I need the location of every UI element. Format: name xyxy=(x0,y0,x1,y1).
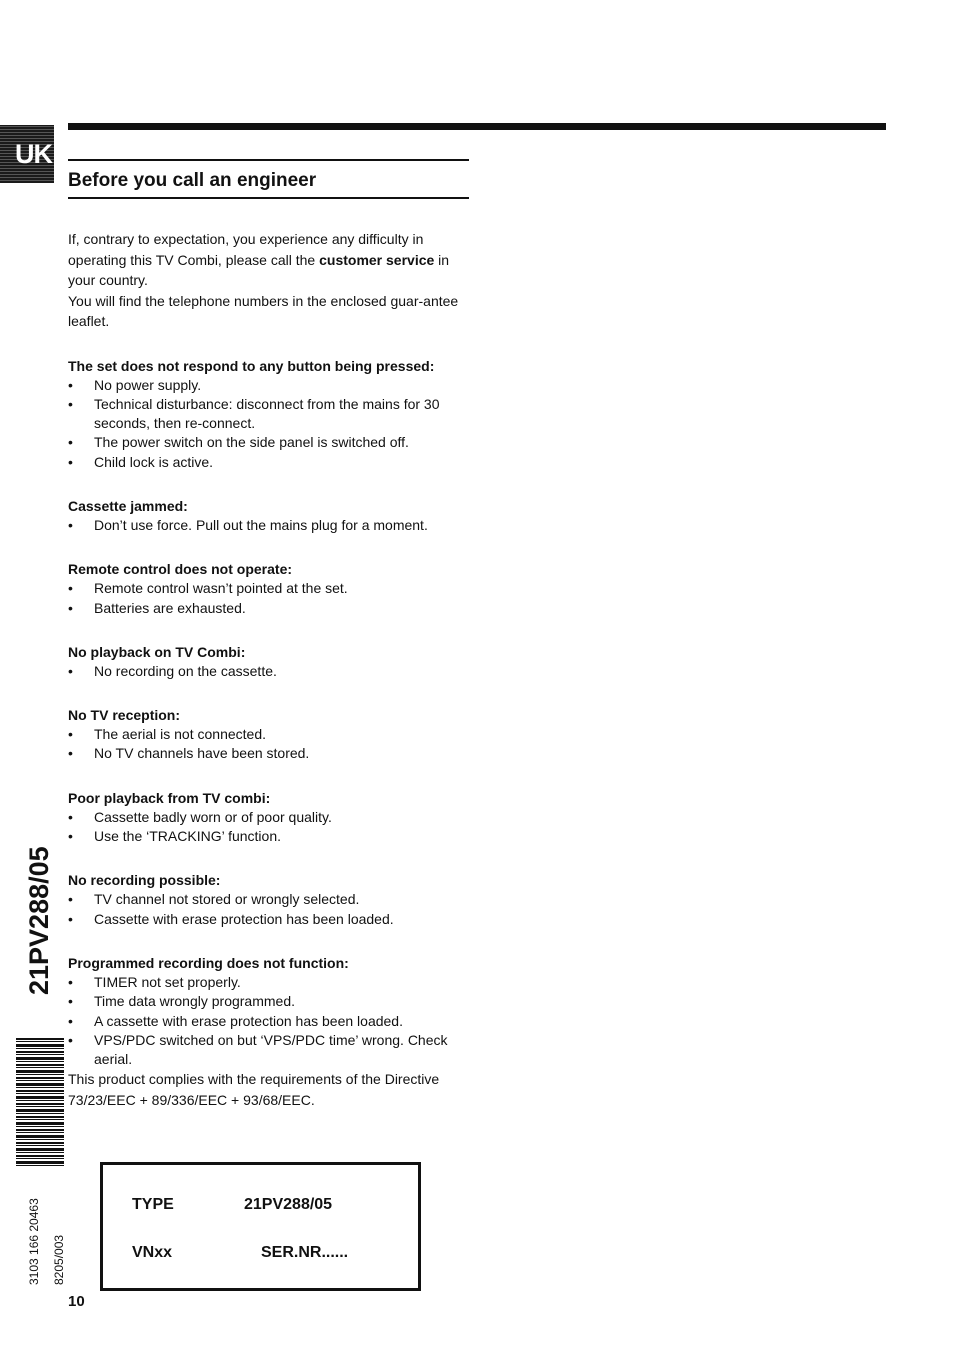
list-item: • Batteries are exhausted. xyxy=(68,599,468,618)
list-item: • No TV channels have been stored. xyxy=(68,744,468,763)
list-item: • Child lock is active. xyxy=(68,453,468,472)
cause-list xyxy=(68,890,468,929)
cause-list xyxy=(68,662,468,681)
troubleshoot-section xyxy=(68,560,468,618)
cause-list xyxy=(68,973,468,1069)
troubleshoot-section xyxy=(68,871,468,929)
troubleshoot-section xyxy=(68,643,468,681)
type-value: 21PV288/05 xyxy=(244,1196,333,1213)
compliance-statement: This product complies with the requirements of the Directive 73/23/EEC + 89/336/EEC + 93/68/EEC. xyxy=(68,1071,440,1108)
troubleshoot-section xyxy=(68,357,468,472)
cause-list xyxy=(68,579,468,618)
title-rule-bottom xyxy=(68,197,469,199)
troubleshoot-section xyxy=(68,954,468,1069)
intro-telephone-note: You will find the telephone numbers in the enclosed guar-antee leaflet. xyxy=(68,292,459,329)
list-item: • TIMER not set properly. xyxy=(68,973,468,992)
type-label: TYPE xyxy=(132,1196,174,1213)
section-heading: Cassette jammed: xyxy=(68,497,188,514)
intro-paragraph: If, contrary to expectation, you experience any difficulty in operating this TV Combi, please call the customer service in your country. xyxy=(68,231,450,288)
list-item: • Technical disturbance: disconnect from the mains for 30 seconds, then re-connect. xyxy=(68,395,468,434)
section-heading: No TV reception: xyxy=(68,707,181,724)
customer-service-emphasis: customer service xyxy=(319,251,435,268)
list-item: • The aerial is not connected. xyxy=(68,725,468,744)
cause-list xyxy=(68,516,468,535)
list-item: • The power switch on the side panel is switched off. xyxy=(68,433,468,452)
troubleshoot-section xyxy=(68,706,468,764)
list-item: • Cassette badly worn or of poor quality. xyxy=(68,808,468,827)
section-heading: No recording possible: xyxy=(68,872,221,889)
troubleshoot-section xyxy=(68,789,468,847)
cause-list xyxy=(68,725,468,764)
list-item: • Remote control wasn’t pointed at the set. xyxy=(68,579,468,598)
section-heading: The set does not respond to any button being pressed: xyxy=(68,357,435,374)
list-item: • Don’t use force. Pull out the mains plug for a moment. xyxy=(68,516,468,535)
vn-label: VNxx xyxy=(132,1244,173,1261)
page-title: Before you call an engineer xyxy=(68,170,317,191)
list-item: • Time data wrongly programmed. xyxy=(68,992,468,1011)
section-heading: Poor playback from TV combi: xyxy=(68,789,271,806)
list-item: • TV channel not stored or wrongly selected. xyxy=(68,890,468,909)
title-rule-top xyxy=(68,159,469,161)
list-item: • Use the ‘TRACKING’ function. xyxy=(68,827,468,846)
section-heading: Remote control does not operate: xyxy=(68,561,293,578)
list-item: • Cassette with erase protection has been loaded. xyxy=(68,910,468,929)
side-model-number: 21PV288/05 xyxy=(24,846,54,995)
type-plate-box xyxy=(100,1162,421,1291)
list-item: • A cassette with erase protection has been loaded. xyxy=(68,1012,468,1031)
cause-list xyxy=(68,376,468,472)
section-heading: No playback on TV Combi: xyxy=(68,643,246,660)
list-item: • No recording on the cassette. xyxy=(68,662,468,681)
list-item: • VPS/PDC switched on but ‘VPS/PDC time’ wrong. Check aerial. xyxy=(68,1031,468,1070)
list-item: • No power supply. xyxy=(68,376,468,395)
language-tab-uk: UK xyxy=(0,125,54,183)
cause-list xyxy=(68,808,468,847)
header-rule xyxy=(68,123,886,130)
side-document-code: 8205/003 xyxy=(52,1234,66,1285)
serial-number-label: SER.NR...... xyxy=(261,1244,349,1261)
barcode xyxy=(16,1038,64,1168)
main-content xyxy=(68,229,468,1110)
section-heading: Programmed recording does not function: xyxy=(68,954,349,971)
side-product-code: 3103 166 20463 xyxy=(27,1198,41,1285)
page-number: 10 xyxy=(68,1293,85,1310)
troubleshoot-section xyxy=(68,497,468,535)
